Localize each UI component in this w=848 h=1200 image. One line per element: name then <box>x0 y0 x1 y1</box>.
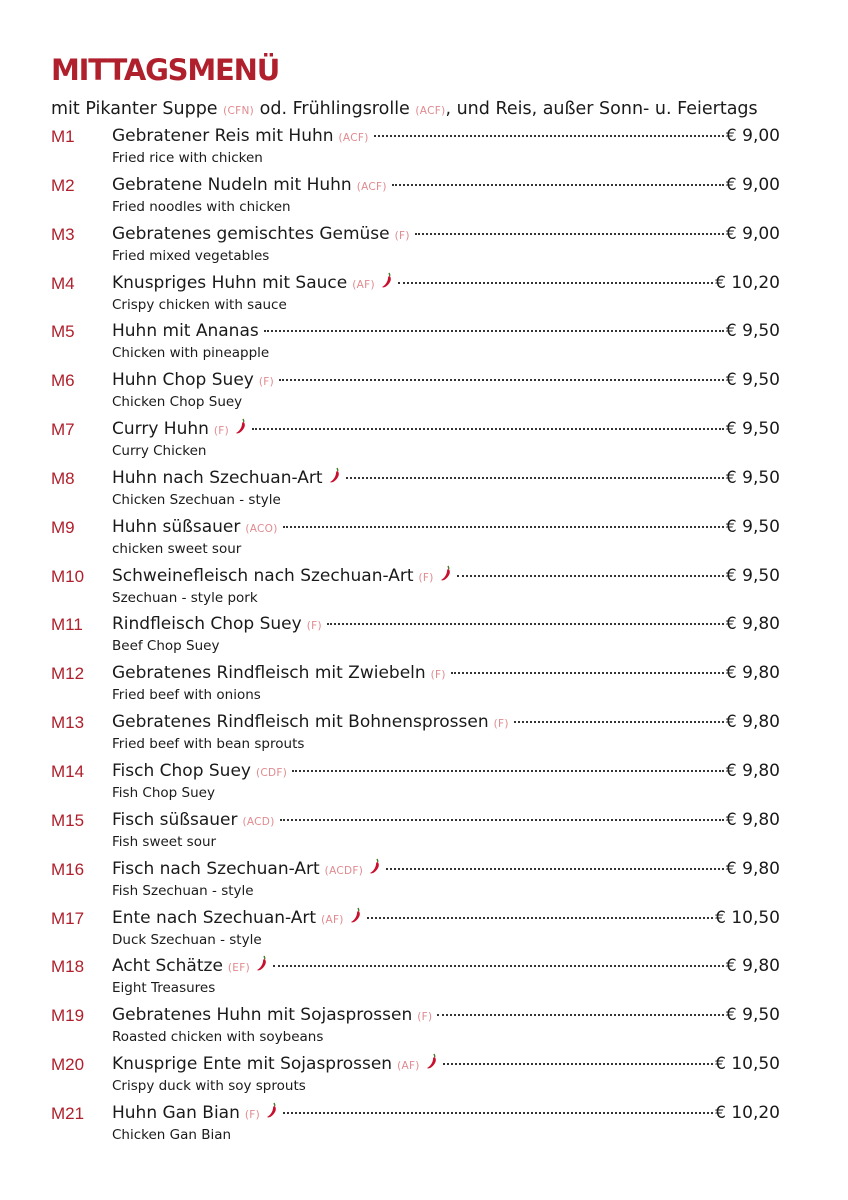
item-english-name: Fish Szechuan - style <box>112 882 254 899</box>
item-price: € 9,80 <box>725 809 780 830</box>
dot-leader <box>327 623 724 625</box>
item-allergen: (AF) <box>397 1060 420 1073</box>
item-price: € 10,20 <box>715 1102 780 1123</box>
item-name: Gebratene Nudeln mit Huhn <box>112 174 352 195</box>
dot-leader <box>437 1014 724 1016</box>
item-code: M3 <box>51 224 75 244</box>
item-price: € 9,50 <box>725 1005 780 1026</box>
menu-item <box>0 1052 848 1101</box>
item-allergen: (ACF) <box>338 132 369 144</box>
menu-item <box>0 417 848 466</box>
dot-leader <box>451 672 724 674</box>
dot-leader <box>264 330 724 332</box>
dot-leader <box>398 282 713 284</box>
dot-leader <box>279 379 724 381</box>
chili-icon <box>381 272 393 288</box>
item-allergen: (F) <box>418 571 434 584</box>
item-name: Curry Huhn <box>112 419 209 440</box>
item-english-name: Duck Szechuan - style <box>112 931 262 948</box>
dot-leader <box>346 477 724 479</box>
item-price: € 9,80 <box>725 858 780 879</box>
item-price: € 10,50 <box>715 1054 780 1075</box>
item-line <box>112 319 780 343</box>
item-code: M5 <box>51 322 75 342</box>
item-price: € 9,50 <box>725 419 780 440</box>
item-line <box>112 515 780 539</box>
item-code: M19 <box>51 1006 85 1026</box>
item-english-name: Fried mixed vegetables <box>112 247 270 264</box>
chili-icon <box>266 1102 278 1118</box>
item-code: M14 <box>51 761 85 781</box>
dot-leader <box>367 917 713 919</box>
item-price: € 9,80 <box>725 663 780 684</box>
dot-leader <box>392 184 724 186</box>
item-line <box>112 857 780 881</box>
item-name: Gebratenes Rindfleisch mit Bohnensprossen <box>112 712 489 733</box>
menu-item <box>0 173 848 222</box>
item-name: Huhn nach Szechuan-Art <box>112 467 323 488</box>
item-name: Fisch süßsauer <box>112 809 238 830</box>
item-code: M11 <box>51 615 83 635</box>
item-code: M12 <box>51 664 85 684</box>
item-allergen: (F) <box>417 1011 433 1024</box>
menu-subtitle <box>51 97 811 123</box>
item-line <box>112 612 780 636</box>
item-line <box>112 1003 780 1027</box>
item-english-name: Chicken Szechuan - style <box>112 491 281 508</box>
menu-item <box>0 271 848 320</box>
item-line <box>112 759 780 783</box>
item-english-name: Eight Treasures <box>112 980 216 997</box>
item-name: Rindfleisch Chop Suey <box>112 614 302 635</box>
dot-leader <box>252 428 724 430</box>
item-name: Ente nach Szechuan-Art <box>112 907 317 928</box>
dot-leader <box>292 770 724 772</box>
item-line <box>112 466 780 490</box>
item-line <box>112 954 780 978</box>
chili-icon <box>329 467 341 483</box>
menu-item <box>0 466 848 515</box>
item-price: € 9,00 <box>725 223 780 244</box>
item-price: € 9,50 <box>725 565 780 586</box>
subtitle-soup: mit Pikanter Suppe <box>51 99 218 119</box>
item-price: € 10,50 <box>715 907 780 928</box>
chili-icon <box>440 565 452 581</box>
menu-item <box>0 759 848 808</box>
item-name: Knuspriges Huhn mit Sauce <box>112 272 348 293</box>
item-code: M9 <box>51 517 75 537</box>
item-english-name: Curry Chicken <box>112 443 207 460</box>
dot-leader <box>283 1112 713 1114</box>
item-price: € 9,80 <box>725 614 780 635</box>
dot-leader <box>514 721 724 723</box>
menu-item <box>0 808 848 857</box>
menu-item <box>0 954 848 1003</box>
item-code: M4 <box>51 273 75 293</box>
item-english-name: Chicken Chop Suey <box>112 394 243 411</box>
item-line <box>112 368 780 392</box>
menu-item <box>0 612 848 661</box>
item-allergen: (F) <box>213 425 230 438</box>
item-price: € 9,00 <box>725 126 780 146</box>
item-code: M2 <box>51 175 75 195</box>
item-english-name: Fried beef with bean sprouts <box>112 736 305 753</box>
item-english-name: Roasted chicken with soybeans <box>112 1029 324 1046</box>
item-name: Gebratenes Rindfleisch mit Zwiebeln <box>112 663 426 684</box>
chili-icon <box>235 418 247 434</box>
item-name: Knusprige Ente mit Sojasprossen <box>112 1054 393 1075</box>
item-line <box>112 564 780 588</box>
dot-leader <box>280 819 724 821</box>
chili-icon <box>256 955 268 971</box>
item-line <box>112 1052 780 1076</box>
item-allergen: (ACF) <box>356 180 387 193</box>
item-price: € 9,50 <box>725 321 780 342</box>
item-name: Huhn Gan Bian <box>112 1102 240 1123</box>
item-code: M16 <box>51 859 85 879</box>
item-line <box>112 124 780 148</box>
item-english-name: chicken sweet sour <box>112 540 242 557</box>
item-price: € 9,80 <box>725 956 780 977</box>
item-english-name: Crispy duck with soy sprouts <box>112 1078 306 1095</box>
item-price: € 9,80 <box>725 760 780 781</box>
dot-leader <box>273 965 724 967</box>
menu-item <box>0 124 848 173</box>
item-line <box>112 271 780 295</box>
item-code: M18 <box>51 957 85 977</box>
item-allergen: (AF) <box>352 278 375 291</box>
dot-leader <box>386 868 724 870</box>
item-line <box>112 710 780 734</box>
item-allergen: (AF) <box>321 913 344 926</box>
item-code: M13 <box>51 713 85 733</box>
item-line <box>112 417 780 441</box>
item-english-name: Fish Chop Suey <box>112 784 215 801</box>
item-name: Gebratener Reis mit Huhn <box>112 126 334 146</box>
item-allergen: (ACDF) <box>324 864 364 877</box>
item-code: M21 <box>51 1103 85 1123</box>
item-name: Huhn Chop Suey <box>112 370 254 391</box>
item-code: M7 <box>51 420 75 440</box>
dot-leader <box>457 575 724 577</box>
item-allergen: (ACD) <box>242 815 275 828</box>
item-line <box>112 808 780 832</box>
subtitle-allergen-springroll: (ACF) <box>415 105 446 117</box>
menu-item <box>0 857 848 906</box>
item-allergen: (EF) <box>227 962 250 975</box>
menu-item <box>0 1003 848 1052</box>
item-allergen: (F) <box>306 620 322 633</box>
subtitle-springroll: od. Frühlingsrolle <box>259 99 410 119</box>
item-line <box>112 222 780 246</box>
menu-item <box>0 1101 848 1150</box>
chili-icon <box>426 1053 438 1069</box>
item-english-name: Fried beef with onions <box>112 687 261 704</box>
item-name: Fisch Chop Suey <box>112 760 251 781</box>
item-english-name: Fried noodles with chicken <box>112 198 291 215</box>
item-code: M6 <box>51 371 75 391</box>
item-price: € 9,80 <box>725 712 780 733</box>
item-english-name: Beef Chop Suey <box>112 638 220 655</box>
item-line <box>112 906 780 930</box>
page-title: MITTAGSMENÜ <box>51 53 280 87</box>
item-code: M1 <box>51 127 75 146</box>
chili-icon <box>369 858 381 874</box>
item-english-name: Fried rice with chicken <box>112 150 263 166</box>
menu-item <box>0 710 848 759</box>
item-name: Huhn mit Ananas <box>112 321 259 342</box>
item-english-name: Fish sweet sour <box>112 833 217 850</box>
item-name: Gebratenes Huhn mit Sojasprossen <box>112 1005 413 1026</box>
item-allergen: (F) <box>493 718 509 731</box>
item-price: € 10,20 <box>715 272 780 293</box>
item-english-name: Szechuan - style pork <box>112 589 258 606</box>
menu-item <box>0 222 848 271</box>
item-allergen: (CDF) <box>255 766 288 779</box>
item-line <box>112 661 780 685</box>
dot-leader <box>415 233 724 235</box>
item-code: M20 <box>51 1055 85 1075</box>
menu-item <box>0 564 848 613</box>
item-name: Gebratenes gemischtes Gemüse <box>112 223 390 244</box>
item-allergen: (F) <box>258 376 274 389</box>
item-allergen: (F) <box>430 669 446 682</box>
item-english-name: Chicken with pineapple <box>112 345 270 362</box>
item-code: M10 <box>51 566 85 586</box>
item-line <box>112 173 780 197</box>
item-line <box>112 1101 780 1125</box>
menu-item <box>0 515 848 564</box>
subtitle-allergen-soup: (CFN) <box>223 105 255 117</box>
menu-item <box>0 661 848 710</box>
item-code: M17 <box>51 908 85 928</box>
item-price: € 9,50 <box>725 516 780 537</box>
item-name: Fisch nach Szechuan-Art <box>112 858 320 879</box>
dot-leader <box>443 1063 713 1065</box>
menu-item <box>0 906 848 955</box>
chili-icon <box>350 907 362 923</box>
item-price: € 9,50 <box>725 370 780 391</box>
item-name: Acht Schätze <box>112 956 223 977</box>
item-allergen: (ACO) <box>245 522 278 535</box>
dot-leader <box>283 526 724 528</box>
menu-item <box>0 319 848 368</box>
item-name: Huhn süßsauer <box>112 516 241 537</box>
menu-item-list <box>0 124 848 1150</box>
subtitle-rest: , und Reis, außer Sonn- u. Feiertags <box>445 99 758 119</box>
item-code: M15 <box>51 810 85 830</box>
item-code: M8 <box>51 468 75 488</box>
item-price: € 9,50 <box>725 467 780 488</box>
item-price: € 9,00 <box>725 174 780 195</box>
item-name: Schweinefleisch nach Szechuan-Art <box>112 565 414 586</box>
item-allergen: (F) <box>394 229 410 242</box>
item-english-name: Crispy chicken with sauce <box>112 296 287 313</box>
item-allergen: (F) <box>244 1108 260 1121</box>
dot-leader <box>374 135 724 137</box>
menu-item <box>0 368 848 417</box>
item-english-name: Chicken Gan Bian <box>112 1126 232 1143</box>
